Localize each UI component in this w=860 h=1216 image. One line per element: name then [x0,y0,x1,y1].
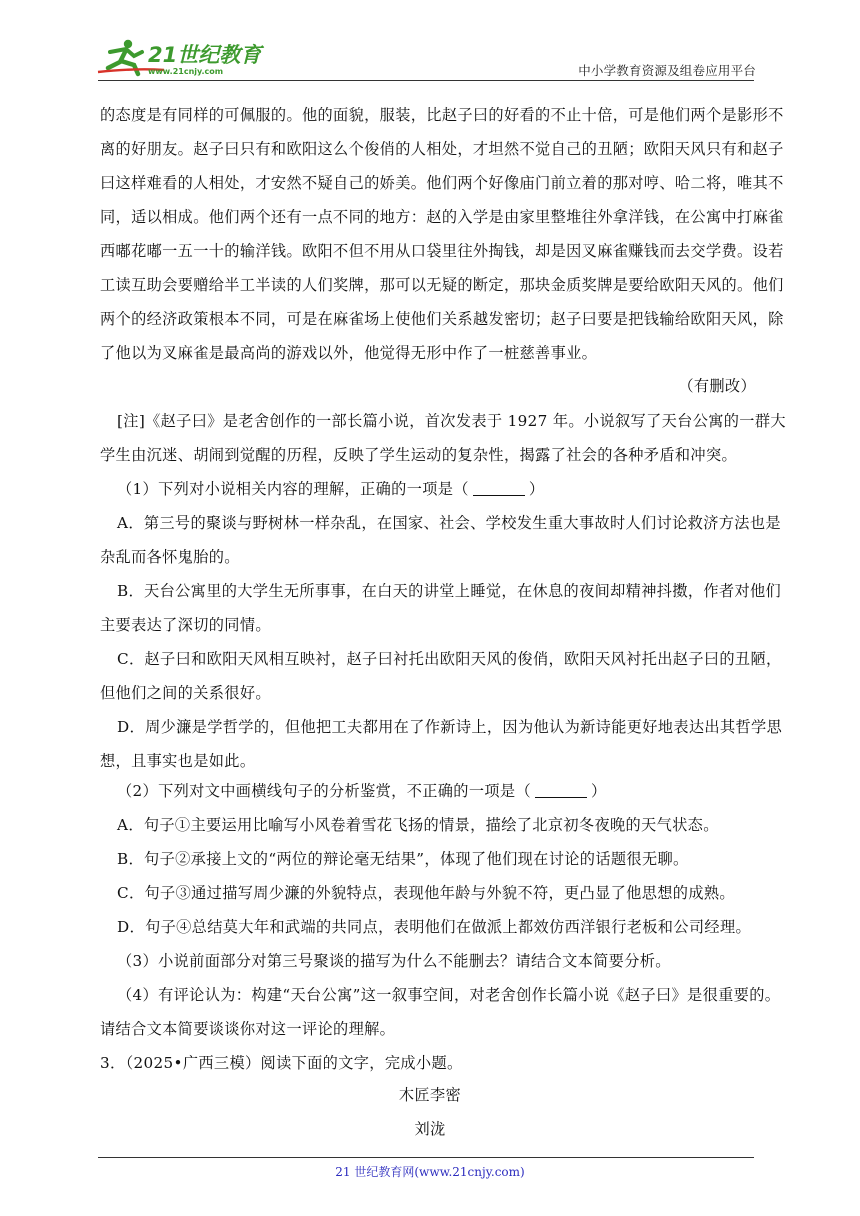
header-divider [98,80,754,81]
passage-line: 工读互助会要赠给半工半读的人们奖牌，那可以无疑的断定，那块金质奖牌是要给欧阳天风的。他们 [100,276,784,294]
source-note: （有删改） [678,377,756,395]
annotation-line: 学生由沉迷、胡闹到觉醒的历程，反映了学生运动的复杂性，揭露了社会的各种矛盾和冲突。 [100,446,738,464]
site-logo[interactable] [96,38,266,78]
option-c-line: 但他们之间的关系很好。 [100,684,271,702]
question-2-text: （2）下列对文中画横线句子的分析鉴赏，不正确的一项是（ [117,782,531,800]
option-a-line: A．句子①主要运用比喻写小风卷着雪花飞扬的情景，描绘了北京初冬夜晚的天气状态。 [117,816,719,834]
question-1-stem [117,472,760,506]
option-b-line: B．天台公寓里的大学生无所事事，在白天的讲堂上睡觉，在休息的夜间却精神抖擞，作者对他们 [117,582,782,600]
question-2-stem [117,774,760,808]
platform-title: 中小学教育资源及组卷应用平台 [578,63,756,78]
question-3: （3）小说前面部分对第三号聚谈的描写为什么不能删去？请结合文本简要分析。 [117,952,671,970]
item-3-heading: 3．（2025•广西三模）阅读下面的文字，完成小题。 [100,1054,463,1072]
logo-text: 21世纪教育 [148,43,262,67]
passage-line: 同，适以相成。他们两个还有一点不同的地方：赵的入学是由家里整堆往外拿洋钱，在公寓中打麻雀 [100,208,784,226]
answer-blank[interactable] [473,481,525,496]
question-4-line: 请结合文本简要谈谈你对这一评论的理解。 [100,1020,396,1038]
passage-line: 两个的经济政策根本不同，可是在麻雀场上使他们关系越发密切；赵子曰要是把钱输给欧阳天风，除 [100,310,784,328]
question-1-text: （1）下列对小说相关内容的理解，正确的一项是（ [117,480,469,498]
runner-logo-icon [96,38,266,78]
option-a-line: 杂乱而各怀鬼胎的。 [100,548,240,566]
footer-divider [98,1157,754,1158]
passage-line: 的态度是有同样的可佩服的。他的面貌，服装，比赵子曰的好看的不止十倍，可是他们两个是影形不 [100,106,784,124]
question-4-line: （4）有评论认为：构建“天台公寓”这一叙事空间，对老舍创作长篇小说《赵子曰》是很重要的。 [117,986,781,1004]
option-a-line: A．第三号的聚谈与野树林一样杂乱，在国家、社会、学校发生重大事故时人们讨论救济方法也是 [117,514,781,532]
passage-line: 离的好朋友。赵子曰只有和欧阳这么个俊俏的人相处，才坦然不觉自己的丑陋；欧阳天风只有和赵子 [100,140,784,158]
annotation-line: [注]《赵子曰》是老舍创作的一部长篇小说，首次发表于 1927 年。小说叙写了天台公寓的一群大 [117,412,786,430]
option-c-line: C．赵子曰和欧阳天风相互映衬，赵子曰衬托出欧阳天风的俊俏，欧阳天风衬托出赵子曰的丑陋， [117,650,782,668]
option-c-line: C．句子③通过描写周少濂的外貌特点，表现他年龄与外貌不符，更凸显了他思想的成熟。 [117,884,735,902]
passage-line: 西嘟花嘟一五一十的输洋钱。欧阳不但不用从口袋里往外掏钱，却是因叉麻雀赚钱而去交学费。设若 [100,242,784,260]
option-d-line: D．句子④总结莫大年和武端的共同点，表明他们在做派上都效仿西洋银行老板和公司经理。 [117,918,752,936]
passage-line: 了他以为叉麻雀是最高尚的游戏以外，他觉得无形中作了一桩慈善事业。 [100,344,598,362]
question-2-close: ） [591,782,607,800]
passage-line: 曰这样难看的人相处，才安然不疑自己的娇美。他们两个好像庙门前立着的那对哼、哈二将，唯其不 [100,174,784,192]
option-b-line: B．句子②承接上文的“两位的辩论毫无结果”，体现了他们现在讨论的话题很无聊。 [117,850,689,868]
option-d-line: D．周少濂是学哲学的，但他把工夫都用在了作新诗上，因为他认为新诗能更好地表达出其哲学思 [117,718,783,736]
answer-blank[interactable] [535,783,587,798]
option-d-line: 想，且事实也是如此。 [100,752,256,770]
footer-text: 21 世纪教育网(www.21cnjy.com) [335,1165,525,1179]
next-passage-title: 木匠李密 [398,1086,462,1104]
option-b-line: 主要表达了深切的同情。 [100,616,271,634]
page-header [0,0,860,80]
question-1-close: ） [528,480,545,498]
logo-url: www.21cnjy.com [148,67,224,76]
next-passage-author: 刘泷 [414,1120,446,1138]
